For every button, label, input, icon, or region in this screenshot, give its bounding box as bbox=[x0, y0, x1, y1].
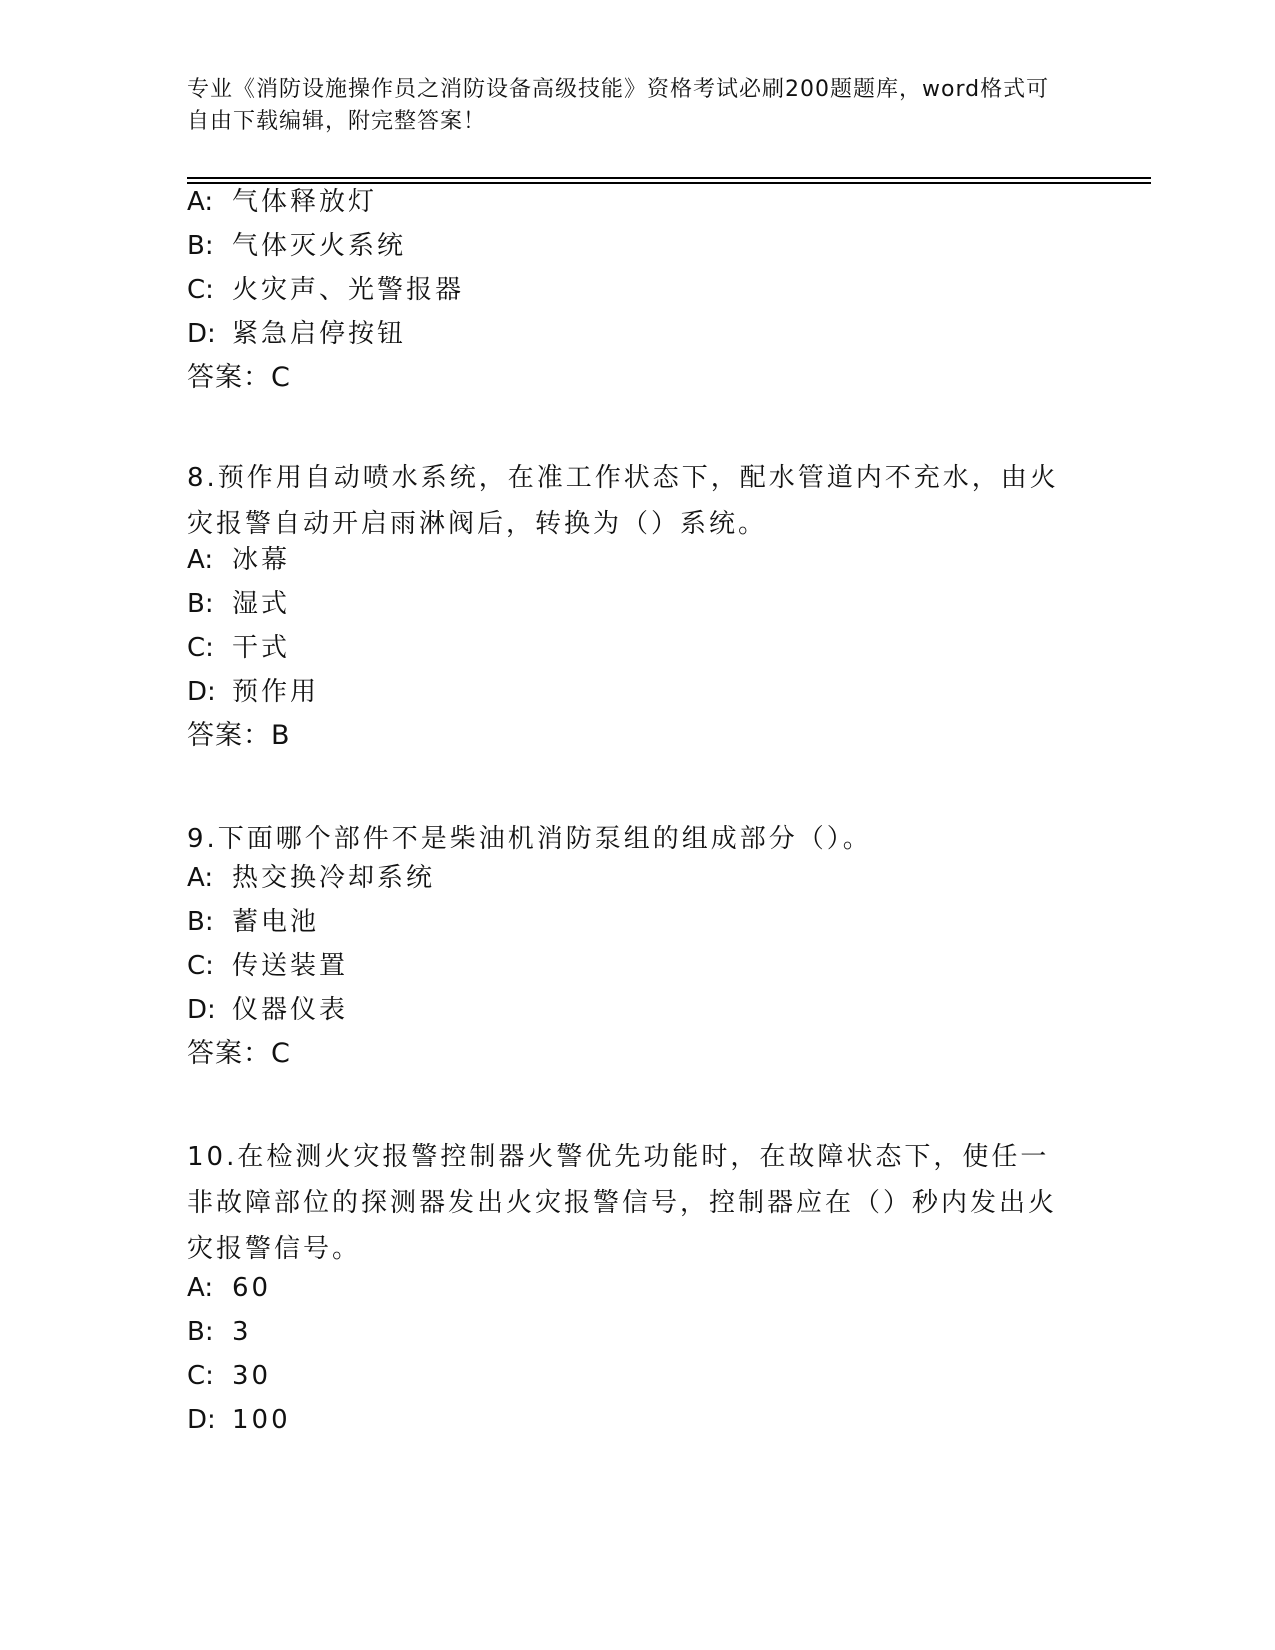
option-text: 干式 bbox=[232, 633, 291, 663]
option-key: B: bbox=[187, 907, 214, 937]
option-text: 预作用 bbox=[232, 677, 320, 707]
document-header: 专业《消防设施操作员之消防设备高级技能》资格考试必刷200题题库，word格式可自由下载编辑，附完整答案！ bbox=[187, 77, 1050, 134]
option-key: D: bbox=[187, 1405, 216, 1435]
option-text: 100 bbox=[232, 1405, 291, 1435]
option-key: C: bbox=[187, 275, 214, 305]
q9-option-c bbox=[187, 948, 348, 984]
option-text: 蓄电池 bbox=[232, 907, 320, 937]
option-key: A: bbox=[187, 1273, 214, 1303]
q7-option-d bbox=[187, 316, 406, 352]
option-key: A: bbox=[187, 863, 214, 893]
option-key: C: bbox=[187, 951, 214, 981]
option-text: 冰幕 bbox=[232, 545, 291, 575]
q9-stem: 9.下面哪个部件不是柴油机消防泵组的组成部分（）。 bbox=[187, 824, 872, 854]
option-key: C: bbox=[187, 633, 214, 663]
q7-answer: 答案：C bbox=[187, 362, 291, 393]
option-key: B: bbox=[187, 231, 214, 261]
option-key: D: bbox=[187, 319, 216, 349]
q8-option-a bbox=[187, 542, 290, 578]
q10-option-a bbox=[187, 1270, 271, 1306]
option-text: 30 bbox=[232, 1361, 272, 1391]
header-rule-top bbox=[187, 177, 1151, 179]
option-key: A: bbox=[187, 187, 214, 217]
option-key: D: bbox=[187, 677, 216, 707]
q10-option-c bbox=[187, 1358, 271, 1394]
option-text: 气体释放灯 bbox=[232, 187, 378, 217]
q7-option-a bbox=[187, 184, 377, 220]
option-text: 热交换冷却系统 bbox=[232, 863, 436, 893]
option-key: C: bbox=[187, 1361, 214, 1391]
q7-option-c bbox=[187, 272, 464, 308]
q7-option-b bbox=[187, 228, 406, 264]
q9-answer: 答案：C bbox=[187, 1038, 291, 1069]
option-key: B: bbox=[187, 589, 214, 619]
q9-option-d bbox=[187, 992, 348, 1028]
q9-option-b bbox=[187, 904, 319, 940]
option-text: 传送装置 bbox=[232, 951, 349, 981]
q8-option-d bbox=[187, 674, 319, 710]
q10-stem: 10.在检测火灾报警控制器火警优先功能时，在故障状态下，使任一非故障部位的探测器发出火灾报警信号，控制器应在（）秒内发出火灾报警信号。 bbox=[187, 1142, 1058, 1264]
q10-option-b bbox=[187, 1314, 252, 1350]
option-text: 60 bbox=[232, 1273, 272, 1303]
option-text: 火灾声、光警报器 bbox=[232, 275, 465, 305]
option-key: B: bbox=[187, 1317, 214, 1347]
option-text: 紧急启停按钮 bbox=[232, 319, 407, 349]
option-key: D: bbox=[187, 995, 216, 1025]
q8-answer: 答案：B bbox=[187, 720, 291, 751]
option-text: 气体灭火系统 bbox=[232, 231, 407, 261]
q10-option-d bbox=[187, 1402, 291, 1438]
q8-option-b bbox=[187, 586, 290, 622]
q9-option-a bbox=[187, 860, 435, 896]
option-text: 湿式 bbox=[232, 589, 291, 619]
option-key: A: bbox=[187, 545, 214, 575]
q8-option-c bbox=[187, 630, 290, 666]
option-text: 仪器仪表 bbox=[232, 995, 349, 1025]
q8-stem: 8.预作用自动喷水系统，在准工作状态下，配水管道内不充水，由火灾报警自动开启雨淋阀后，转换为（）系统。 bbox=[187, 463, 1059, 539]
option-text: 3 bbox=[232, 1317, 252, 1347]
